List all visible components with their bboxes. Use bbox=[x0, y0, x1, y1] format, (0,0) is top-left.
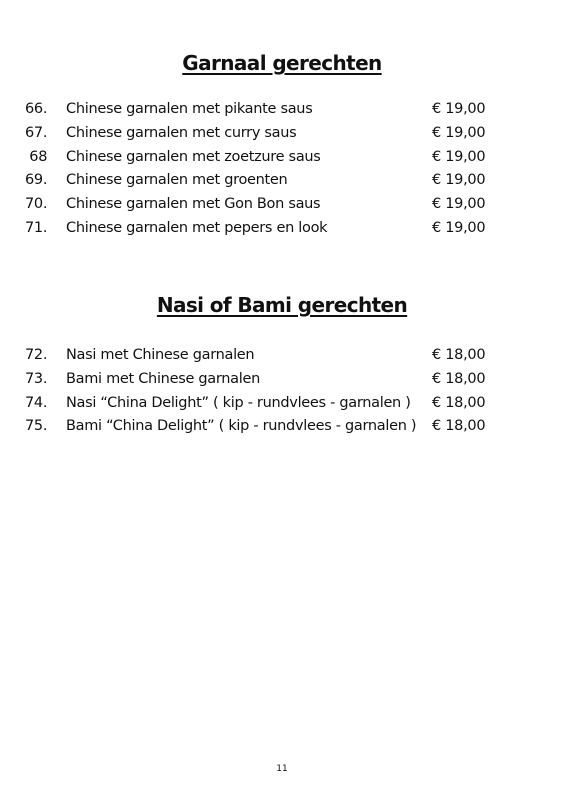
menu-item bbox=[0, 217, 564, 241]
item-name: Nasi met Chinese garnalen bbox=[66, 347, 255, 363]
item-name: Bami “China Delight” ( kip - rundvlees - garnalen ) bbox=[66, 418, 417, 435]
item-price: € 18,00 bbox=[432, 418, 486, 435]
item-number: 68 bbox=[25, 148, 48, 165]
item-name: Chinese garnalen met zoetzure saus bbox=[66, 148, 321, 165]
item-number: 67. bbox=[25, 124, 48, 141]
item-price: € 19,00 bbox=[432, 148, 486, 165]
section-title-garnaal: Garnaal gerechten bbox=[182, 51, 382, 75]
item-number: 71. bbox=[25, 219, 48, 236]
menu-item bbox=[0, 122, 564, 146]
menu-item bbox=[0, 146, 564, 170]
item-price: € 19,00 bbox=[432, 124, 486, 141]
item-name: Chinese garnalen met pepers en look bbox=[66, 219, 328, 236]
item-number: 69. bbox=[25, 172, 48, 189]
item-price: € 19,00 bbox=[432, 196, 486, 213]
item-name: Chinese garnalen met curry saus bbox=[66, 124, 297, 141]
menu-item bbox=[0, 169, 564, 193]
item-price: € 19,00 bbox=[432, 101, 486, 117]
item-price: € 19,00 bbox=[432, 172, 486, 189]
menu-item bbox=[0, 98, 564, 122]
item-number: 75. bbox=[25, 418, 48, 435]
item-name: Bami met Chinese garnalen bbox=[66, 370, 260, 387]
item-name: Chinese garnalen met groenten bbox=[66, 172, 288, 189]
menu-item bbox=[0, 368, 564, 392]
item-number: 73. bbox=[25, 370, 48, 387]
item-number: 66. bbox=[25, 101, 48, 117]
item-number: 70. bbox=[25, 196, 48, 213]
menu-list-garnaal bbox=[0, 98, 564, 241]
item-name: Chinese garnalen met Gon Bon saus bbox=[66, 196, 321, 213]
menu-list-nasi-bami bbox=[0, 344, 564, 439]
section-title-nasi-bami: Nasi of Bami gerechten bbox=[156, 293, 408, 317]
item-name: Chinese garnalen met pikante saus bbox=[66, 101, 313, 117]
item-number: 72. bbox=[25, 347, 48, 363]
page-number: 11 bbox=[276, 764, 288, 774]
item-price: € 18,00 bbox=[432, 394, 486, 411]
item-number: 74. bbox=[25, 394, 48, 411]
menu-item bbox=[0, 344, 564, 368]
menu-item bbox=[0, 193, 564, 217]
menu-item bbox=[0, 392, 564, 416]
item-price: € 19,00 bbox=[432, 219, 486, 236]
item-price: € 18,00 bbox=[432, 370, 486, 387]
item-price: € 18,00 bbox=[432, 347, 486, 363]
item-name: Nasi “China Delight” ( kip - rundvlees - garnalen ) bbox=[66, 394, 411, 411]
menu-item bbox=[0, 415, 564, 439]
